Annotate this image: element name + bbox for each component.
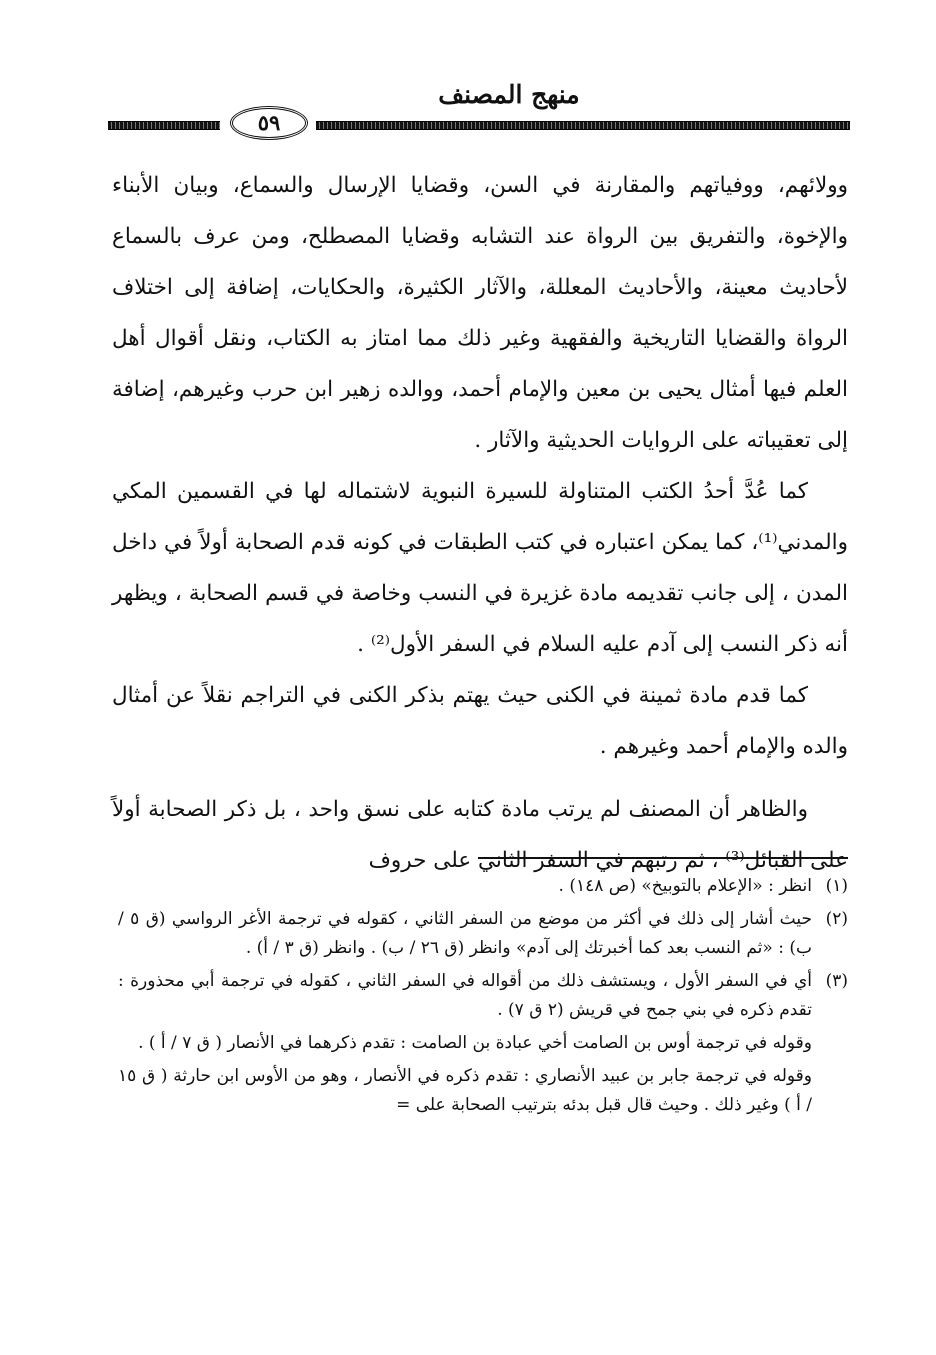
footnotes [118,872,848,1124]
page-number: ٥٩ [230,106,308,140]
paragraph: والظاهر أن المصنف لم يرتب مادة كتابه على نسق واحد ، بل ذكر الصحابة أولاً على القبائل⁽³⁾ ، ثم رتبهم في السفر الثاني على حروف [112,797,848,873]
footnote-body [118,872,812,901]
footnote-text: حيث أشار إلى ذلك في أكثر من موضع من السفر الثاني ، كقوله في ترجمة الأغر الرواسي (ق ٥ / ب) : «ثم النسب بعد كما أخبرتك إلى آدم» وانظر (ق ٢٦ / ب) . وانظر (ق ٣ / أ) . [118,909,812,958]
footnote-text: وقوله في ترجمة جابر بن عبيد الأنصاري : تقدم ذكره في الأنصار ، وهو من الأوس ابن حارثة ( ق ١٥ / أ ) وغير ذلك . وحيث قال قبل بدئه بترتيب الصحابة على = [118,1066,812,1115]
paragraph: وولائهم، ووفياتهم والمقارنة في السن، وقضايا الإرسال والسماع، وبيان الأبناء والإخوة، والتفريق بين الرواة عند التشابه وقضايا المصطلح، ومن عرف بالسماع لأحاديث معينة، والأحاديث المعللة، والآثار الكثيرة، والحكايات، إضافة إلى اختلاف الرواة والقضايا التاريخية والفقهية وغير ذلك مما امتاز به الكتاب، ونقل أقوال أهل العلم فيها أمثال يحيى بن معين والإمام أحمد، ووالده زهير ابن حرب وغيرهم، إضافة إلى تعقيباته على الروايات الحديثية والآثار . [112,173,848,453]
paragraph: كما قدم مادة ثمينة في الكنى حيث يهتم بذكر الكنى في التراجم نقلاً عن أمثال والده والإمام أحمد وغيرهم . [112,683,848,759]
paragraph: كما عُدَّ أحدُ الكتب المتناولة للسيرة النبوية لاشتماله لها في القسمين المكي والمدني⁽¹⁾، كما يمكن اعتباره في كتب الطبقات في كونه قدم الصحابة أولاً في داخل المدن ، إلى جانب تقديمه مادة غزيرة في النسب وخاصة في قسم الصحابة ، ويظهر أنه ذكر النسب إلى آدم عليه السلام في السفر الأول⁽²⁾ . [112,479,848,657]
footnote-2 [118,905,848,963]
footnote-marker: (٢) [825,909,848,929]
footnote-3 [118,967,848,1120]
footnote-text: أي في السفر الأول ، ويستشف ذلك من أقواله في السفر الثاني ، كقوله في ترجمة أبي محذورة : تقدم ذكره في بني جمح في قريش (٢ ق ٧) . [118,971,812,1020]
footnote-body [118,967,812,1120]
main-text [112,160,848,886]
page-header [108,80,850,150]
footnote-1 [118,872,848,901]
footnote-marker: (١) [825,876,848,896]
footnote-separator [478,857,848,859]
footnote-text: وقوله في ترجمة أوس بن الصامت أخي عبادة بن الصامت : تقدم ذكرهما في الأنصار ( ق ٧ / أ ) . [138,1033,812,1053]
running-title: منهج المصنف [438,80,580,109]
header-rule-left [108,121,220,130]
footnote-text: انظر : «الإعلام بالتوبيخ» (ص ١٤٨) . [558,876,812,896]
header-rule-right [316,121,850,130]
footnote-marker: (٣) [825,971,848,991]
footnote-body [118,905,812,963]
